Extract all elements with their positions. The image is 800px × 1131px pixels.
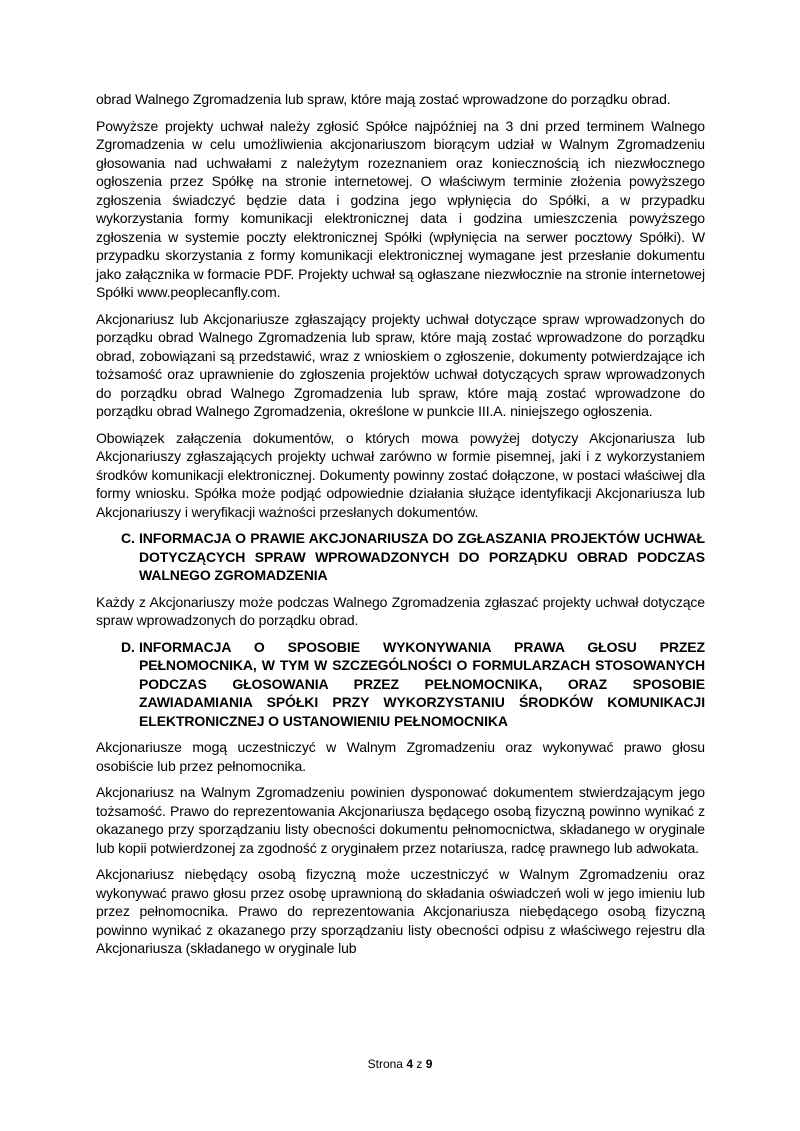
paragraph-shareholder-documents-obligation: Akcjonariusz lub Akcjonariusze zgłaszający projekty uchwał dotyczące spraw wprowadzonych do porządku obrad Walnego Zgromadzenia lub spraw, które mają zostać wprowadzone do porządku obrad, zobowiązani są przedstawić, wraz z wnioskiem o zgłoszenie, dokumenty potwierdzające ich tożsamość oraz uprawnienie do zgłoszenia projektów uchwał dotyczących spraw wprowadzonych do porządku obrad Walnego Zgromadzenia lub spraw, które mają zostać wprowadzone do porządku obrad Walnego Zgromadzenia, określone w punkcie III.A. niniejszego ogłoszenia. [96,310,705,419]
footer-total-pages: 9 [425,1057,433,1071]
paragraph-agenda-continuation: obrad Walnego Zgromadzenia lub spraw, które mają zostać wprowadzone do porządku obrad. [96,91,671,107]
page-footer [0,1057,800,1071]
paragraph-legal-entity-representation: Akcjonariusz niebędący osobą fizyczną może uczestniczyć w Walnym Zgromadzeniu oraz wykonywać prawo głosu przez osobę uprawnioną do składania oświadczeń woli w jego imieniu lub przez pełnomocnika. Prawo do reprezentowania Akcjonariusza niebędącego osobą fizyczną powinno wynikać z okazanego przy sporządzaniu listy obecności odpisu z właściwego rejestru dla Akcjonariusza (składanego w oryginale lub [96,866,705,956]
section-heading-c [96,529,705,585]
paragraph-natural-person-representation: Akcjonariusz na Walnym Zgromadzeniu powinien dysponować dokumentem stwierdzającym jego tożsamość. Prawo do reprezentowania Akcjonariusza będącego osobą fizyczną powinno wynikać z okazanego przy sporządzaniu listy obecności dokumentu pełnomocnictwa, składanego w oryginale lub kopii potwierdzonej za zgodność z oryginałem przez notariusza, radcę prawnego lub adwokata. [96,784,705,856]
section-heading-d-text: INFORMACJA O SPOSOBIE WYKONYWANIA PRAWA GŁOSU PRZEZ PEŁNOMOCNIKA, W TYM W SZCZEGÓLNOŚCI O FORMULARZACH STOSOWANYCH PODCZAS GŁOSOWANIA PRZEZ PEŁNOMOCNIKA, ORAZ SPOSOBIE ZAWIADAMIANIA SPÓŁKI PRZY WYKORZYSTANIU ŚRODKÓW KOMUNIKACJI ELEKTRONICZNEJ O USTANOWIENIU PEŁNOMOCNIKA [139,638,705,729]
section-letter-c: C. [121,530,135,546]
paragraph-proxy-participation: Akcjonariusze mogą uczestniczyć w Walnym Zgromadzeniu oraz wykonywać prawo głosu osobiście lub przez pełnomocnika. [96,739,705,774]
footer-page-label: Strona [367,1057,403,1071]
paragraph-draft-resolutions-deadline: Powyższe projekty uchwał należy zgłosić Spółce najpóźniej na 3 dni przed terminem Walnego Zgromadzenia w celu umożliwienia akcjonariuszom biorącym udział w Walnym Zgromadzeniu głosowania nad uchwałami z należytym rozeznaniem oraz koniecznością ich niezwłocznego ogłoszenia przez Spółkę na stronie internetowej. O właściwym terminie złożenia powyższego zgłoszenia świadczyć będzie data i godzina jego wpłynięcia do Spółki, a w przypadku wykorzystania formy komunikacji elektronicznej data i godzina umieszczenia powyższego zgłoszenia w systemie poczty elektronicznej Spółki (wpłynięcia na serwer pocztowy Spółki). W przypadku skorzystania z formy komunikacji elektronicznej wymagane jest przesłanie dokumentu jako załącznika w formacie PDF. Projekty uchwał są ogłaszane niezwłocznie na stronie internetowej Spółki www.peoplecanfly.com. [96,117,705,300]
section-heading-d [96,638,705,731]
paragraph-right-to-submit-drafts: Każdy z Akcjonariuszy może podczas Walnego Zgromadzenia zgłaszać projekty uchwał dotyczące spraw wprowadzonych do porządku obrad. [96,593,705,628]
paragraph-attachment-obligation: Obowiązek załączenia dokumentów, o których mowa powyżej dotyczy Akcjonariusza lub Akcjonariuszy zgłaszających projekty uchwał zarówno w formie pisemnej, jaki i z wykorzystaniem środków komunikacji elektronicznej. Dokumenty powinny zostać dołączone, w postaci właściwej dla formy wniosku. Spółka może podjąć odpowiednie działania służące identyfikacji Akcjonariusza lub Akcjonariuszy i weryfikacji ważności przesłanych dokumentów. [96,429,705,520]
footer-of-label: z [416,1057,423,1071]
section-letter-d: D. [121,638,135,655]
document-body [96,90,705,966]
section-heading-c-text: INFORMACJA O PRAWIE AKCJONARIUSZA DO ZGŁASZANIA PROJEKTÓW UCHWAŁ DOTYCZĄCYCH SPRAW WPROWADZONYCH DO PORZĄDKU OBRAD PODCZAS WALNEGO ZGROMADZENIA [139,530,705,583]
footer-page-number: 4 [406,1057,413,1071]
